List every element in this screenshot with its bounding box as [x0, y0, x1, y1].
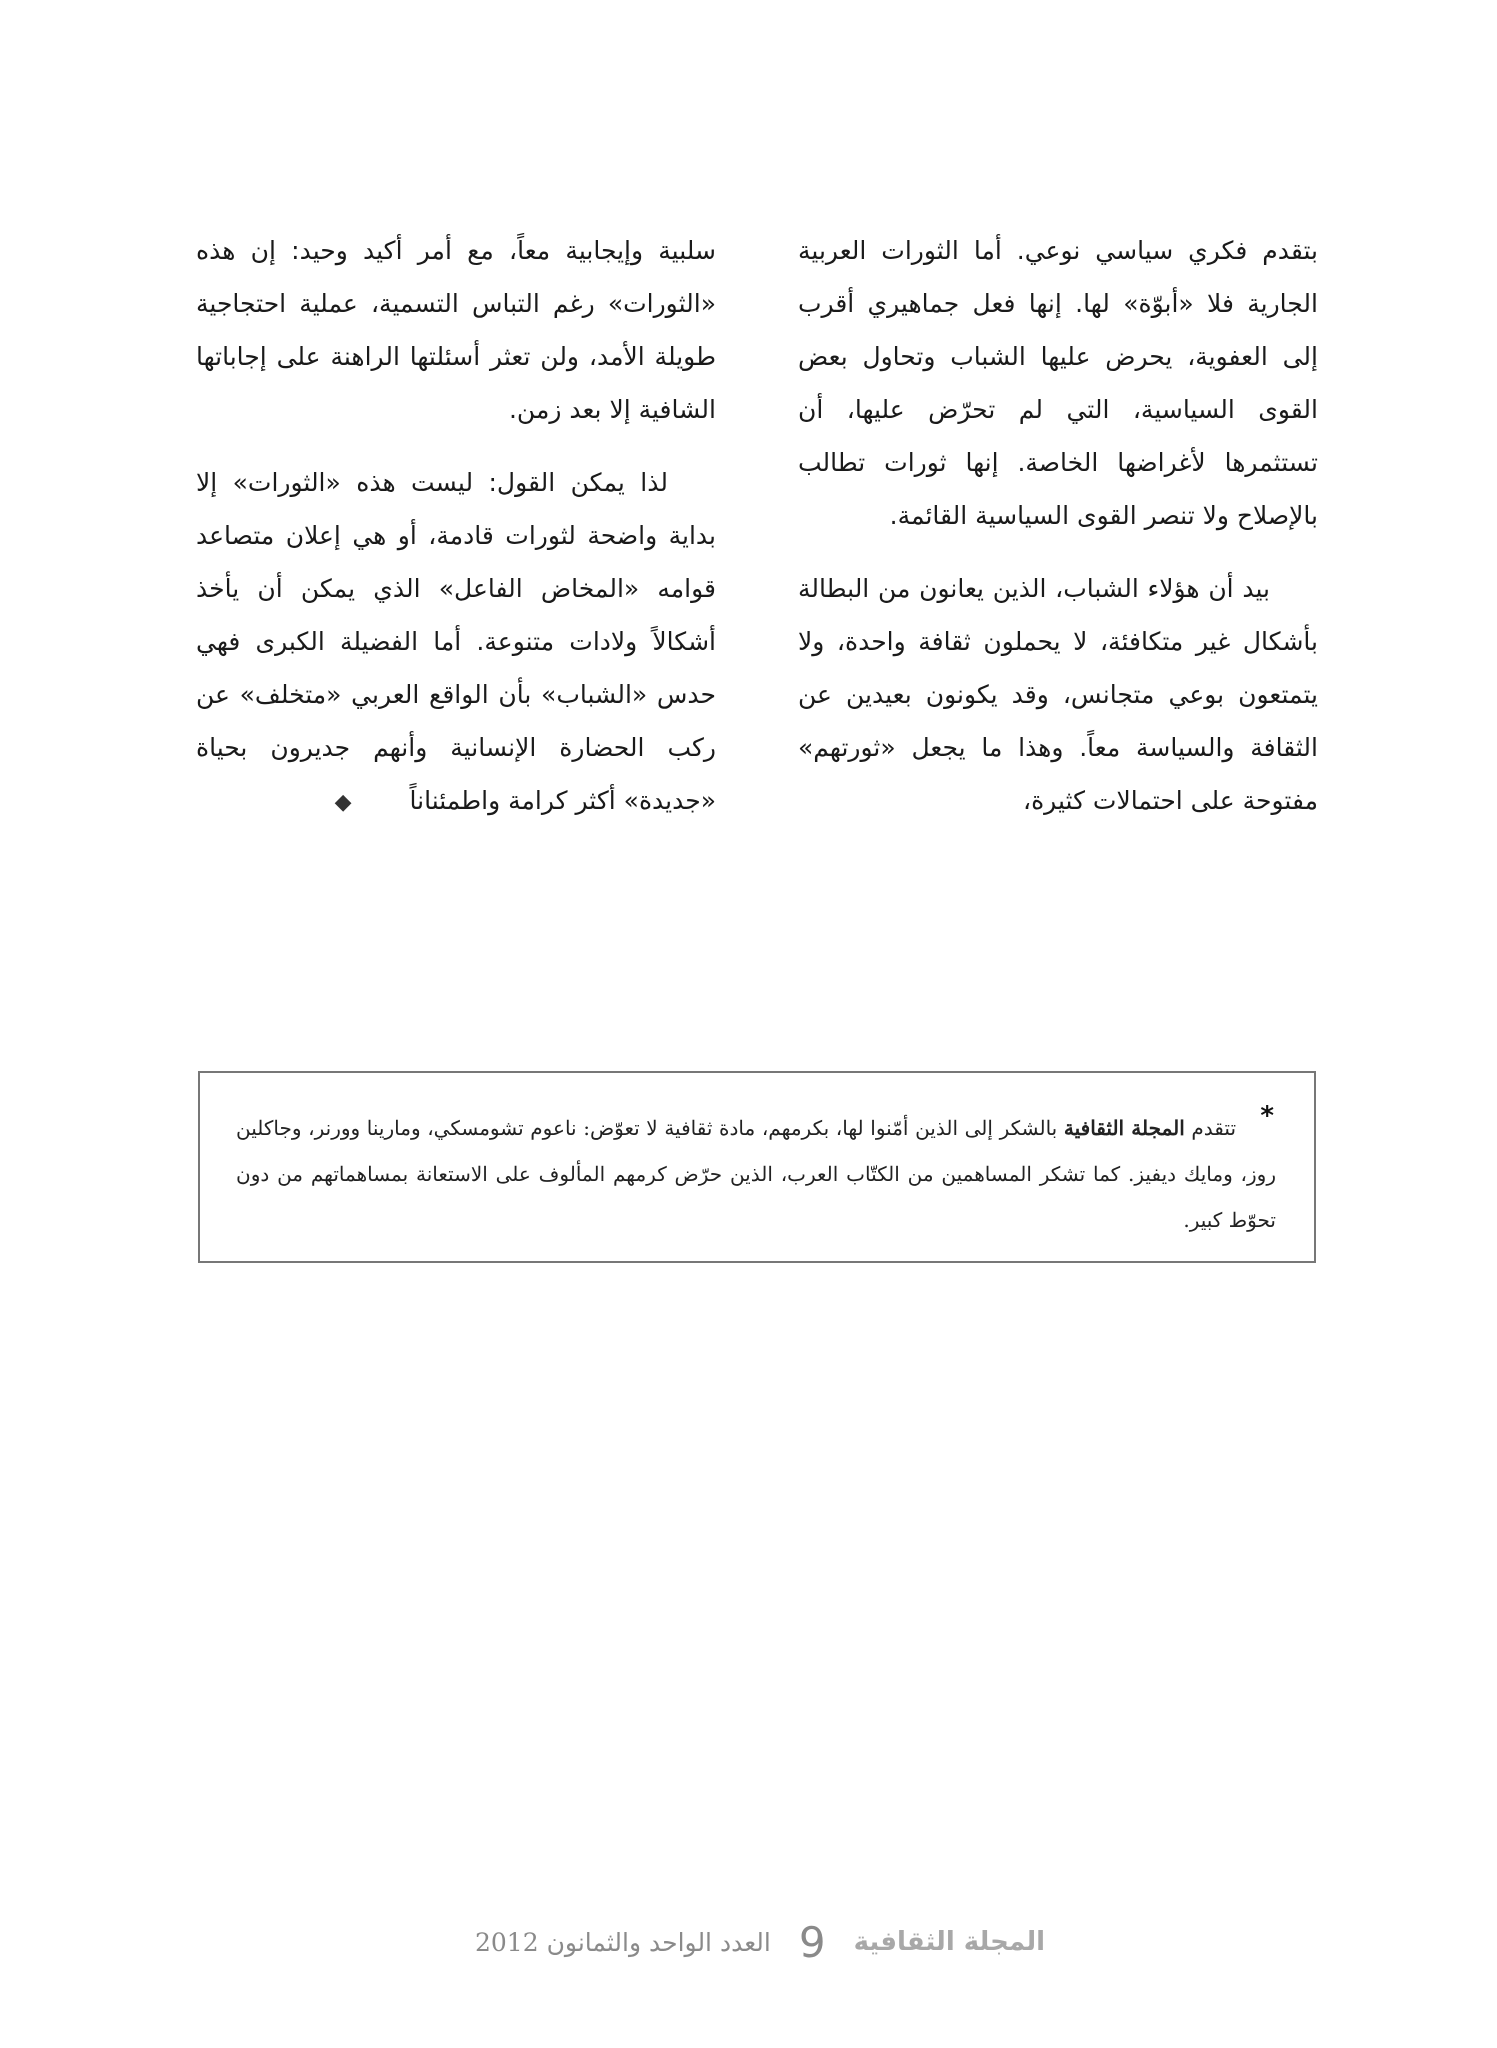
text-column-left	[196, 224, 716, 849]
footnote-body	[236, 1105, 1276, 1243]
footer-issue: العدد الواحد والثمانون 2012	[475, 1927, 771, 1957]
page-number: 9	[798, 1917, 826, 1967]
paragraph: بتقدم فكري سياسي نوعي. أما الثورات العربية الجارية فلا «أبوّة» لها. إنها فعل جماهيري أقرب إلى العفوية، يحرض عليها الشباب وتحاول بعض القوى السياسية، التي لم تحرّض عليها، أن تستثمرها لأغراضها الخاصة. إنها ثورات تطالب بالإصلاح ولا تنصر القوى السياسية القائمة.	[798, 236, 1318, 530]
footnote-magazine-name: المجلة الثقافية	[1063, 1116, 1185, 1140]
end-mark-icon: ◆	[334, 790, 352, 815]
page-footer	[440, 1912, 1080, 1972]
footnote-lead: تتقدم	[1191, 1116, 1237, 1140]
paragraph-text: لذا يمكن القول: ليست هذه «الثورات» إلا بداية واضحة لثورات قادمة، أو هي إعلان متصاعد قوامه «المخاض الفاعل» الذي يمكن أن يأخذ أشكالاً ولادات متنوعة. أما الفضيلة الكبرى فهي حدس «الشباب» بأن الواقع العربي «متخلف» عن ركب الحضارة الإنسانية وأنهم جديرون بحياة «جديدة» أكثر كرامة واطمئناناً	[196, 468, 716, 815]
footnote-asterisk: *	[1260, 1101, 1274, 1131]
text-column-right	[798, 224, 1318, 847]
footnote-content: بالشكر إلى الذين أمّنوا لها، بكرمهم، مادة ثقافية لا تعوّض: ناعوم تشومسكي، ومارينا وورنر، وجاكلين روز، ومايك ديفيز. كما تشكر المساهمين من الكتّاب العرب، الذين حرّض كرمهم المألوف على الاستعانة بمساهماتهم من دون تحوّط كبير.	[236, 1116, 1276, 1232]
footnote-box	[198, 1071, 1316, 1263]
paragraph: بيد أن هؤلاء الشباب، الذين يعانون من البطالة بأشكال غير متكافئة، لا يحملون ثقافة واحدة، ولا يتمتعون بوعي متجانس، وقد يكونون بعيدين عن الثقافة والسياسة معاً. وهذا ما يجعل «ثورتهم» مفتوحة على احتمالات كثيرة،	[798, 574, 1318, 815]
paragraph: سلبية وإيجابية معاً، مع أمر أكيد وحيد: إن هذه «الثورات» رغم التباس التسمية، عملية احتجاجية طويلة الأمد، ولن تعثر أسئلتها الراهنة على إجاباتها الشافية إلا بعد زمن.	[196, 236, 716, 424]
footer-magazine-title: المجلة الثقافية	[853, 1927, 1046, 1957]
paragraph-last	[196, 456, 716, 829]
footnote-text	[236, 1105, 1276, 1243]
